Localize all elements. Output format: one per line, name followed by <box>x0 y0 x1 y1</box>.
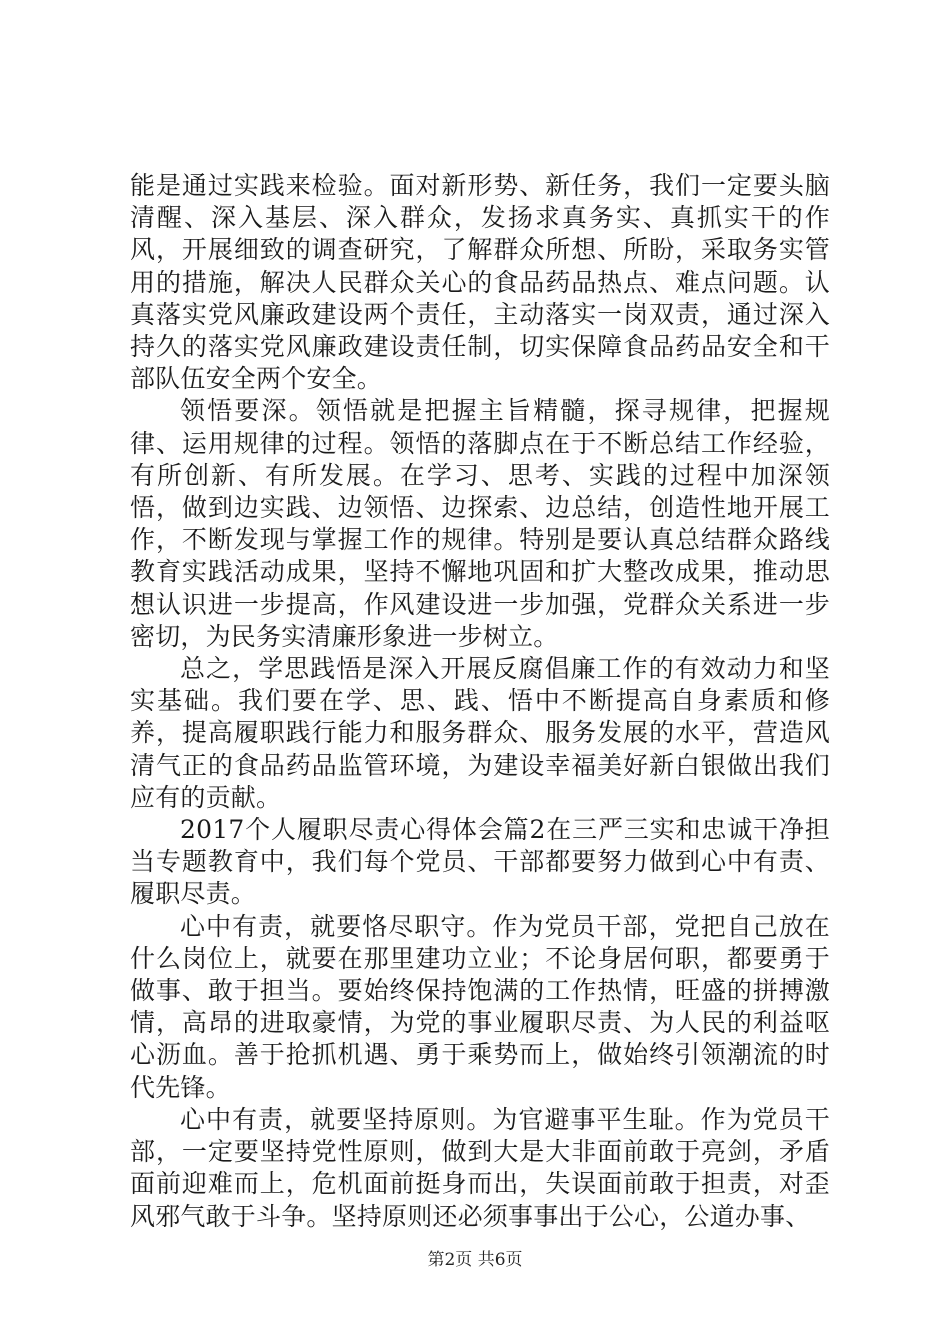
paragraph-6: 心中有责，就要坚持原则。为官避事平生耻。作为党员干部，一定要坚持党性原则，做到大是大非面前敢于亮剑，矛盾面前迎难而上，危机面前挺身而出，失误面前敢于担责，对歪风邪气敢于斗争。坚持原则还必须事事出于公心，公道办事、 <box>130 1104 830 1231</box>
paragraph-3: 总之，学思践悟是深入开展反腐倡廉工作的有效动力和坚实基础。我们要在学、思、践、悟中不断提高自身素质和修养，提高履职践行能力和服务群众、服务发展的水平，营造风清气正的食品药品监管环境，为建设幸福美好新白银做出我们应有的贡献。 <box>130 654 830 812</box>
paragraph-5: 心中有责，就要恪尽职守。作为党员干部，党把自己放在什么岗位上，就要在那里建功立业；不论身居何职，都要勇于做事、敢于担当。要始终保持饱满的工作热情，旺盛的拼搏激情，高昂的进取豪情，为党的事业履职尽责、为人民的利益呕心沥血。善于抢抓机遇、勇于乘势而上，做始终引领潮流的时代先锋。 <box>130 911 830 1102</box>
paragraph-2: 领悟要深。领悟就是把握主旨精髓，探寻规律，把握规律、运用规律的过程。领悟的落脚点在于不断总结工作经验，有所创新、有所发展。在学习、思考、实践的过程中加深领悟，做到边实践、边领悟、边探索、边总结，创造性地开展工作，不断发现与掌握工作的规律。特别是要认真总结群众路线教育实践活动成果，坚持不懈地巩固和扩大整改成果，推动思想认识进一步提高，作风建设进一步加强，党群众关系进一步密切，为民务实清廉形象进一步树立。 <box>130 396 830 651</box>
document-body <box>130 170 830 1233</box>
paragraph-1: 能是通过实践来检验。面对新形势、新任务，我们一定要头脑清醒、深入基层、深入群众，发扬求真务实、真抓实干的作风，开展细致的调查研究，了解群众所想、所盼，采取务实管用的措施，解决人民群众关心的食品药品热点、难点问题。认真落实党风廉政建设两个责任，主动落实一岗双责，通过深入持久的落实党风廉政建设责任制，切实保障食品药品安全和干部队伍安全两个安全。 <box>130 171 830 394</box>
page-footer: 第2页 共6页 <box>427 1250 523 1270</box>
paragraph-4: 2017个人履职尽责心得体会篇2在三严三实和忠诚干净担当专题教育中，我们每个党员、干部都要努力做到心中有责、履职尽责。 <box>130 815 830 909</box>
